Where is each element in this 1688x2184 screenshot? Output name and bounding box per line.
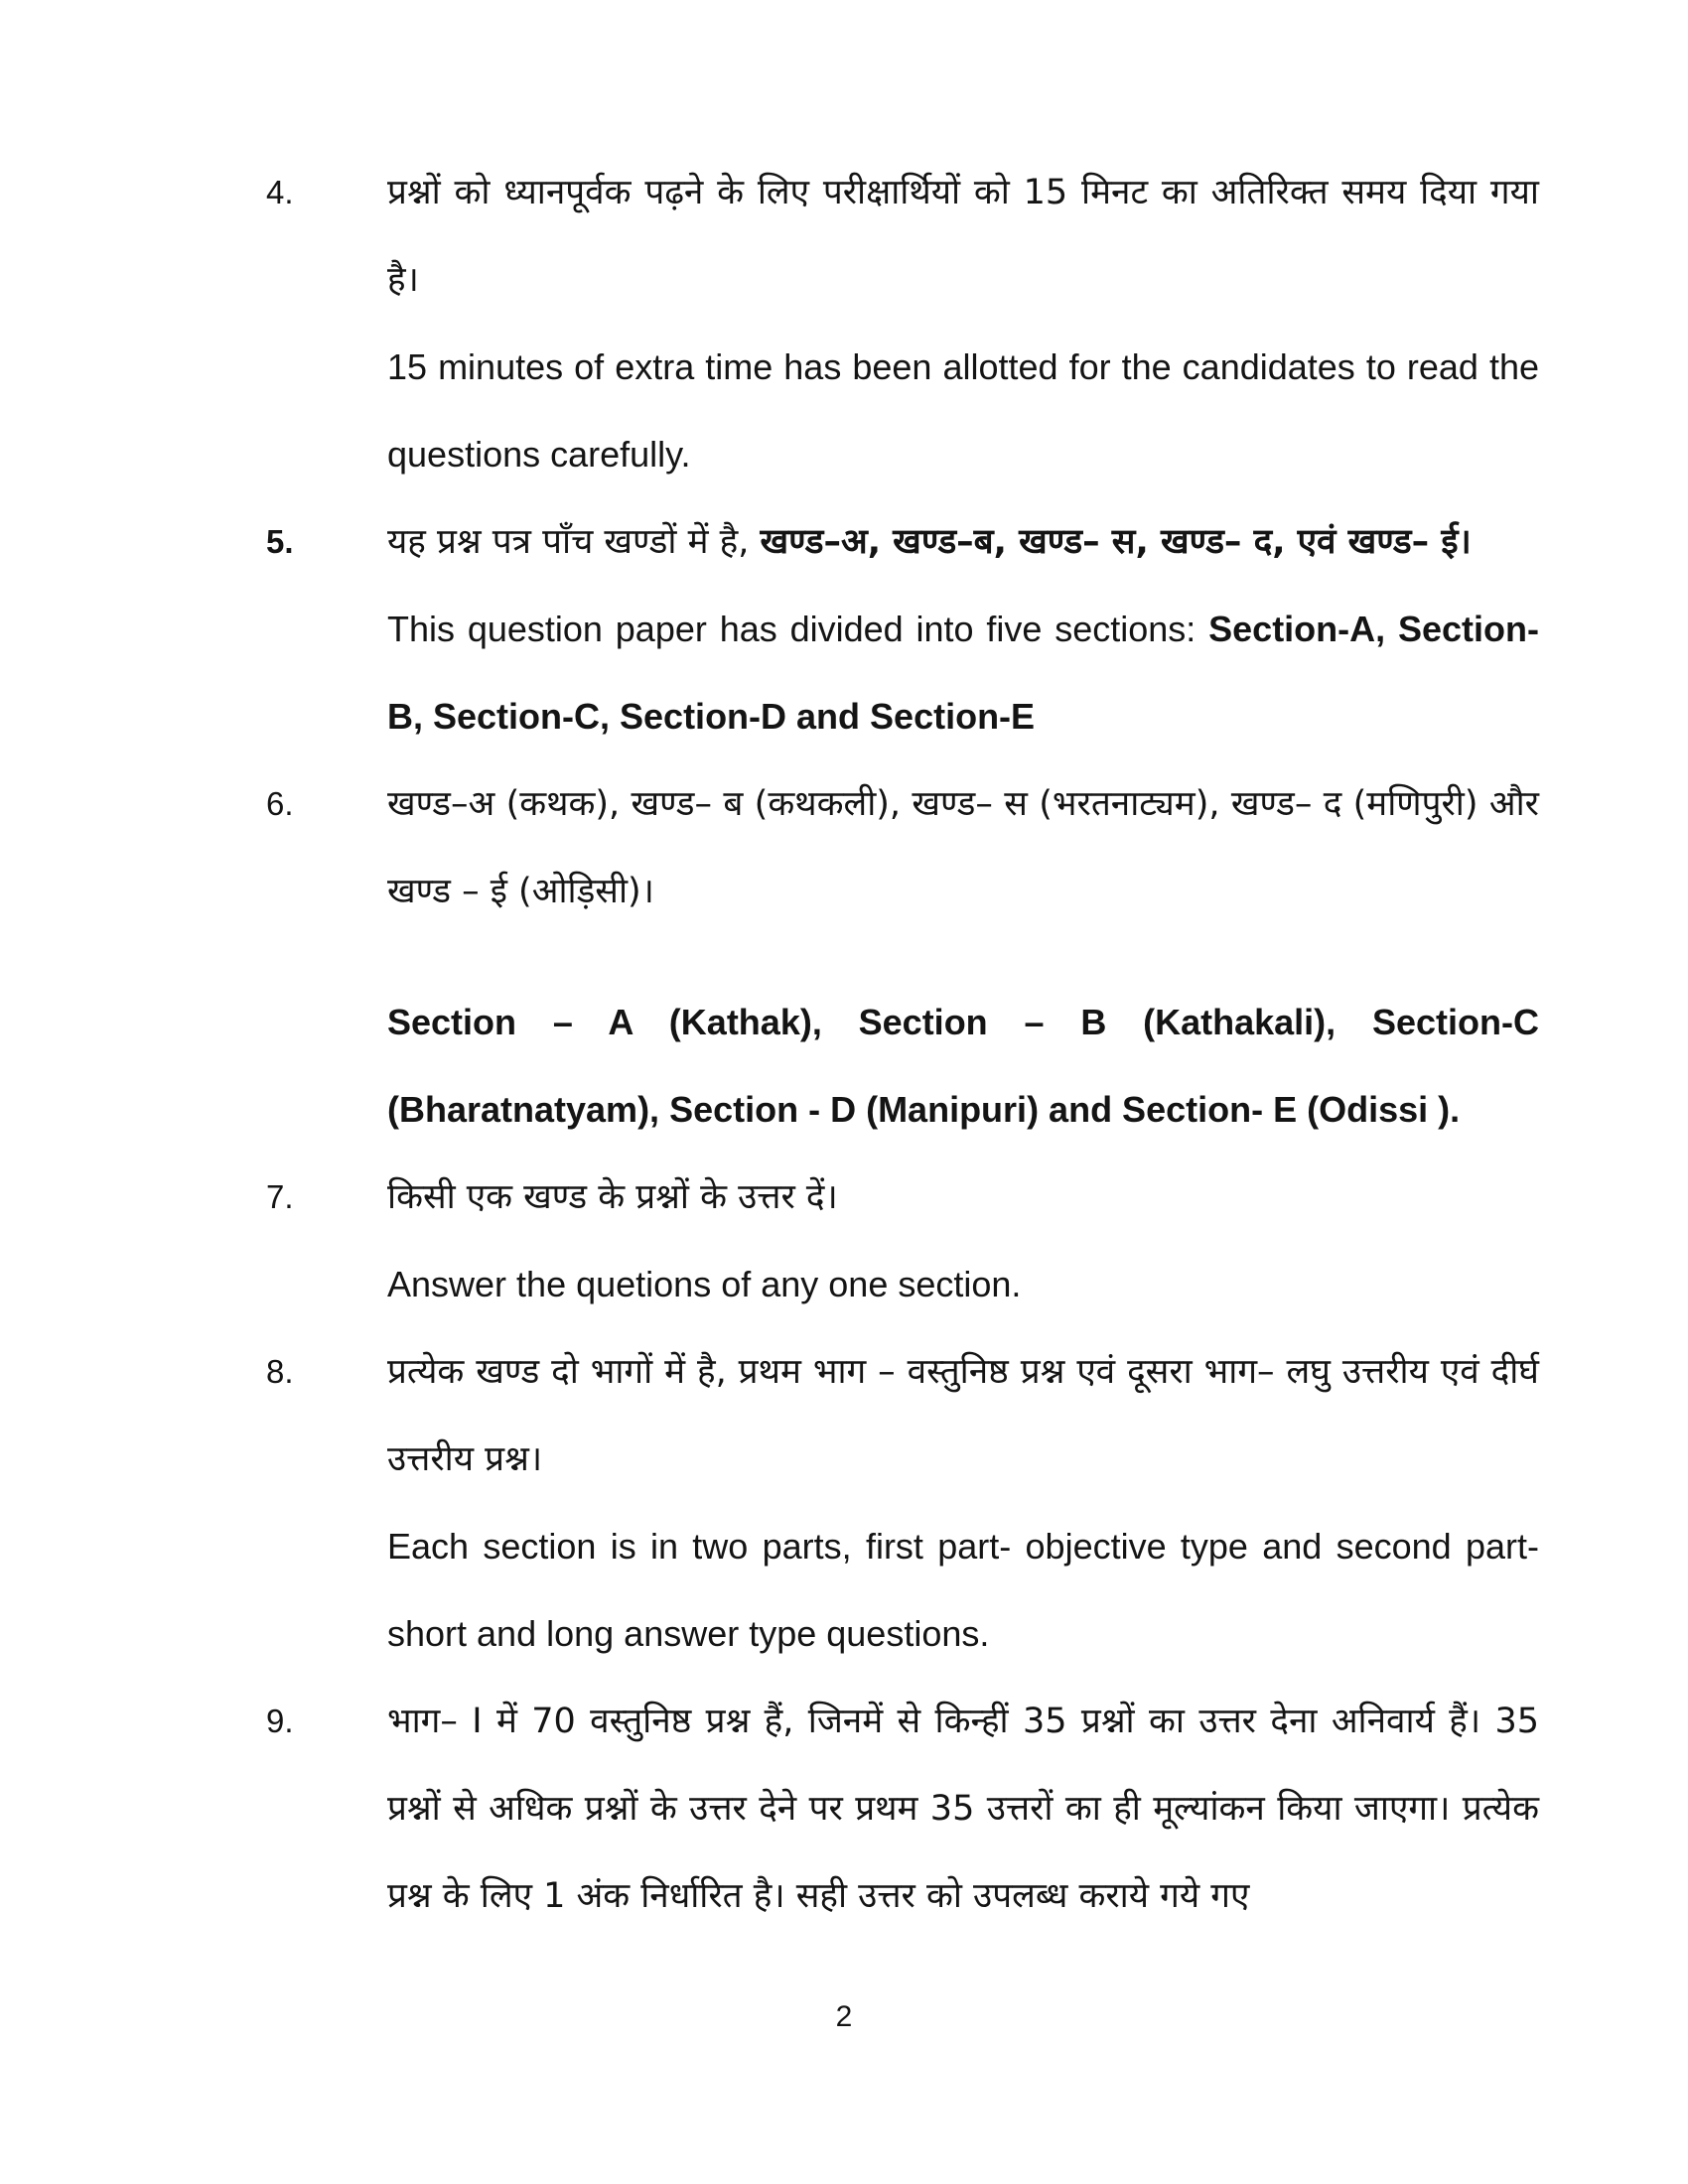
- english-instruction: 15 minutes of extra time has been allotted for the candidates to read the questions carefully.: [387, 346, 1539, 475]
- hindi-text-bold: खण्ड–अ, खण्ड–ब, खण्ड– स, खण्ड– द, एवं खण्ड– ई।: [760, 522, 1472, 562]
- hindi-instruction: किसी एक खण्ड के प्रश्नों के उत्तर दें।: [387, 1177, 838, 1217]
- item-content: [387, 1328, 1539, 1678]
- english-instruction: [387, 586, 1539, 760]
- english-instruction: Answer the quetions of any one section.: [387, 1264, 1022, 1304]
- english-instruction: Section – A (Kathak), Section – B (Kathakali), Section-C (Bharatnatyam), Section - D (Manipuri) and Section- E (Odissi ).: [387, 1002, 1539, 1130]
- item-content: [387, 498, 1539, 760]
- instruction-item-9: [266, 1678, 1539, 1940]
- item-number: 4.: [266, 174, 294, 210]
- english-instruction: Each section is in two parts, first part- objective type and second part- short and long answer type questions.: [387, 1526, 1539, 1654]
- page-number: 2: [835, 2000, 853, 2033]
- item-number: 7.: [266, 1178, 294, 1215]
- instruction-item-6: [266, 760, 1539, 1154]
- item-number: 6.: [266, 785, 294, 822]
- instruction-item-7: [266, 1154, 1539, 1328]
- hindi-instruction: प्रश्नों को ध्यानपूर्वक पढ़ने के लिए परीक्षार्थियों को 15 मिनट का अतिरिक्त समय दिया गया है।: [387, 173, 1539, 300]
- hindi-instruction: [387, 498, 1539, 586]
- instruction-item-8: [266, 1328, 1539, 1678]
- english-text-bold: Section-A, Section-B, Section-C, Section-D and Section-E: [387, 609, 1540, 737]
- instruction-item-5: [266, 498, 1539, 760]
- item-content: [387, 760, 1539, 1154]
- item-content: [387, 1678, 1539, 1940]
- hindi-instruction: खण्ड–अ (कथक), खण्ड– ब (कथकली), खण्ड– स (भरतनाट्यम), खण्ड– द (मणिपुरी) और खण्ड – ई (ओड़िसी)।: [387, 784, 1539, 911]
- item-number: 5.: [266, 523, 294, 560]
- item-number: 9.: [266, 1703, 294, 1739]
- hindi-instruction: प्रत्येक खण्ड दो भागों में है, प्रथम भाग – वस्तुनिष्ठ प्रश्न एवं दूसरा भाग– लघु उत्तरीय एवं दीर्घ उत्तरीय प्रश्न।: [387, 1352, 1539, 1479]
- instruction-item-4: [266, 149, 1539, 498]
- hindi-text-normal: यह प्रश्न पत्र पाँच खण्डों में है,: [387, 522, 761, 562]
- item-content: [387, 1154, 1539, 1328]
- english-text-normal: This question paper has divided into five sections:: [387, 609, 1209, 649]
- item-content: [387, 149, 1539, 498]
- item-number: 8.: [266, 1353, 294, 1390]
- hindi-instruction: भाग– I में 70 वस्तुनिष्ठ प्रश्न हैं, जिनमें से किन्हीं 35 प्रश्नों का उत्तर देना अनिवार्य हैं। 35 प्रश्नों से अधिक प्रश्नों के उत्तर देने पर प्रथम 35 उत्तरों का ही मूल्यांकन किया जाएगा। प्रत्येक प्रश्न के लिए 1 अंक निर्धारित है। सही उत्तर को उपलब्ध कराये गये गए: [387, 1702, 1539, 1916]
